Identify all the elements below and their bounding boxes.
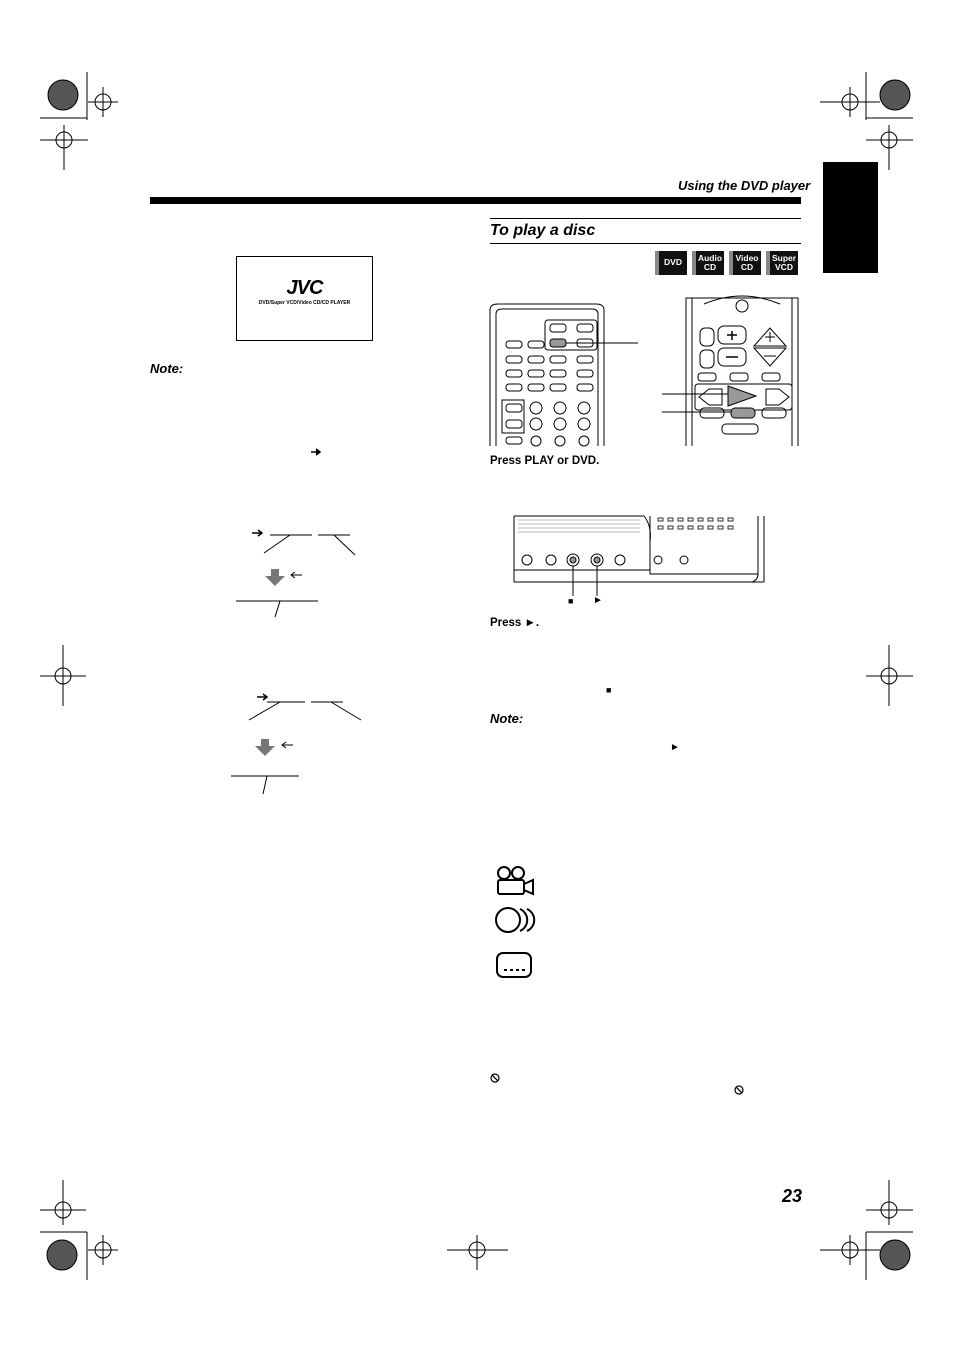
super-vcd-badge bbox=[766, 251, 798, 275]
language-side-tab bbox=[823, 162, 878, 273]
badge-label: CD bbox=[740, 262, 754, 272]
badge-label: VCD bbox=[775, 262, 793, 272]
section-title: To play a disc bbox=[490, 218, 801, 244]
video-cd-badge bbox=[729, 251, 761, 275]
subtitle-icon bbox=[495, 951, 535, 981]
badge-label: Audio bbox=[697, 253, 723, 263]
badge-label: Video bbox=[735, 253, 759, 263]
prohibited-icon bbox=[490, 1073, 500, 1083]
jvc-start-screen bbox=[236, 256, 373, 341]
on-screen-display-diagram-2 bbox=[225, 690, 385, 800]
camera-angle-icon bbox=[494, 864, 536, 898]
right-note-label: Note: bbox=[490, 711, 524, 726]
arrow-right-icon bbox=[311, 448, 323, 456]
stop-icon: ■ bbox=[606, 685, 612, 695]
play-icon: ► bbox=[670, 742, 680, 753]
badge-label: Super bbox=[771, 253, 797, 263]
page-number: 23 bbox=[782, 1186, 803, 1206]
section-header: Using the DVD player bbox=[678, 178, 811, 193]
badge-label: CD bbox=[703, 262, 717, 272]
top-rule bbox=[150, 197, 801, 204]
dvd-badge bbox=[655, 251, 687, 275]
caption-remote: Press PLAY or DVD. bbox=[490, 455, 600, 467]
audio-cd-badge bbox=[692, 251, 724, 275]
front-panel-illustration bbox=[510, 512, 800, 612]
jvc-logo: JVC bbox=[286, 277, 323, 299]
prohibited-icon bbox=[734, 1085, 744, 1095]
on-screen-display-diagram-1 bbox=[230, 525, 390, 635]
badge-label: DVD bbox=[664, 257, 682, 267]
caption-unit: Press ►. bbox=[490, 617, 540, 629]
remote-control-illustration bbox=[490, 296, 802, 448]
audio-language-icon bbox=[494, 906, 538, 936]
left-note-label: Note: bbox=[150, 361, 184, 376]
play-icon: ► bbox=[593, 595, 603, 606]
jvc-screen-subtitle: DVD/Super VCD/Video CD/CD PLAYER bbox=[258, 300, 351, 306]
stop-icon: ■ bbox=[568, 596, 574, 606]
